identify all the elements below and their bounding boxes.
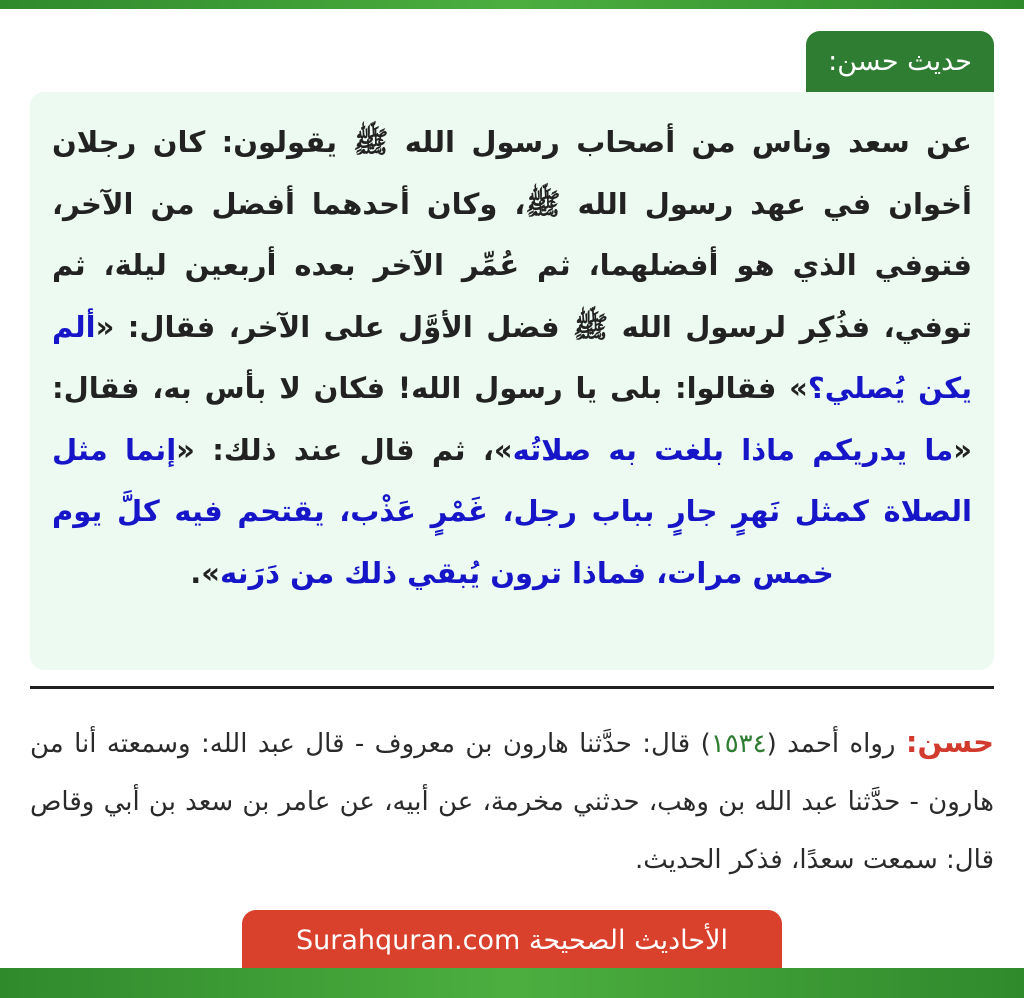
site-badge[interactable]: الأحاديث الصحيحة Surahquran.com	[242, 910, 782, 972]
top-accent-bar	[0, 0, 1024, 9]
hadith-middle-2: »، ثم قال عند ذلك: «	[176, 432, 513, 467]
hadith-grade-tag: حديث حسن:	[806, 31, 994, 93]
hadith-text-box	[30, 92, 994, 670]
hadith-text	[52, 112, 972, 604]
prophet-quote-3: إنما مثل الصلاة كمثل نَهرٍ جارٍ بباب رجل، غَمْرٍ عَذْب، يقتحم فيه كلَّ يوم خمس مرات، فماذا ترون يُبقي ذلك من دَرَنه	[52, 432, 972, 590]
hadith-middle-1: » فقالوا: بلى يا رسول الله! فكان لا بأس به، فقال: «	[52, 371, 972, 467]
prophet-quote-2: ما يدريكم ماذا بلغت به صلاتُه	[512, 432, 954, 467]
bottom-accent-bar	[0, 968, 1024, 998]
takhrij-before-number: رواه أحمد (	[766, 729, 906, 759]
hadith-number: ١٥٣٤	[710, 729, 767, 759]
takhrij-text	[30, 713, 994, 889]
hadith-intro: عن سعد وناس من أصحاب رسول الله ﷺ يقولون: كان رجلان أخوان في عهد رسول الله ﷺ، وكان أحدهما أفضل من الآخر، فتوفي الذي هو أفضلهما، ثم عُمِّر الآخر بعده أربعين ليلة، ثم توفي، فذُكِر لرسول الله ﷺ فضل الأوَّل على الآخر، فقال: «	[52, 125, 972, 344]
section-divider	[30, 686, 994, 689]
takhrij-after-number: ) قال: حدَّثنا هارون بن معروف - قال عبد الله: وسمعته أنا من هارون - حدَّثنا عبد الله بن وهب، حدثني مخرمة، عن أبيه، عن عامر بن سعد بن أبي وقاص قال: سمعت سعدًا، فذكر الحديث.	[30, 729, 994, 875]
takhrij-grade-word: حسن:	[905, 725, 994, 759]
prophet-quote-1: ألم يكن يُصلي؟	[52, 309, 972, 405]
hadith-end: ».	[190, 555, 220, 590]
